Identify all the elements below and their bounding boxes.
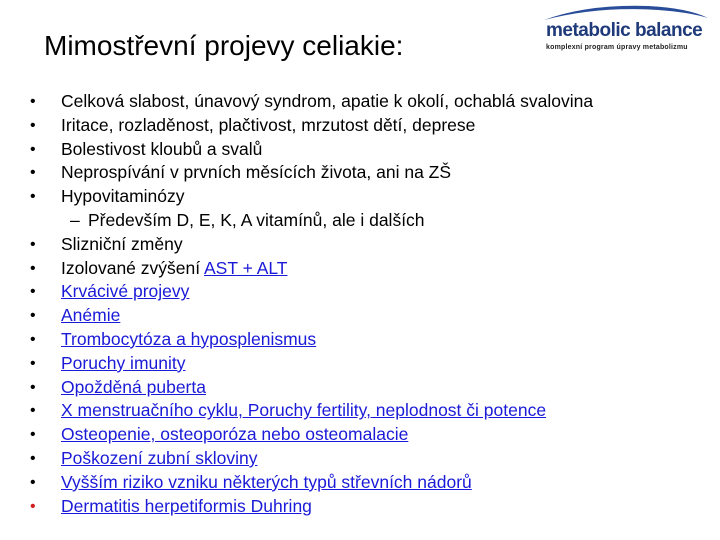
bullet-icon: • bbox=[30, 164, 36, 182]
item-plain-text: Neprospívání v prvních měsících života, ani na ZŠ bbox=[61, 162, 452, 183]
bullet-icon: • bbox=[30, 116, 36, 134]
metabolic-balance-logo bbox=[538, 4, 716, 54]
bullet-icon: • bbox=[30, 140, 36, 158]
bullet-icon: • bbox=[30, 283, 36, 301]
item-text bbox=[61, 376, 206, 400]
bullet-icon: • bbox=[30, 402, 36, 420]
item-link[interactable]: Dermatitis herpetiformis Duhring bbox=[61, 495, 312, 516]
item-link[interactable]: Poškození zubní skloviny bbox=[61, 447, 258, 468]
item-text bbox=[61, 257, 288, 281]
item-text bbox=[61, 161, 451, 185]
item-text bbox=[61, 328, 316, 352]
item-text bbox=[61, 114, 475, 138]
bullet-icon: • bbox=[30, 330, 36, 348]
bullet-icon: • bbox=[30, 93, 36, 110]
logo-subtitle: komplexní program úpravy metabolizmu bbox=[546, 44, 688, 51]
bullet-icon: • bbox=[30, 188, 36, 206]
item-text bbox=[61, 399, 546, 423]
sub-item-text: Především D, E, K, A vitamínů, ale i dalších bbox=[88, 209, 425, 230]
item-link[interactable]: X menstruačního cyklu, Poruchy fertility, neplodnost či potence bbox=[61, 400, 547, 421]
bullet-icon: • bbox=[30, 259, 36, 277]
bullet-icon: • bbox=[30, 378, 36, 396]
item-text bbox=[61, 138, 262, 162]
item-plain-text: Izolované zvýšení bbox=[61, 257, 204, 278]
logo-name-part1: metabolic bbox=[546, 20, 631, 41]
item-text bbox=[61, 304, 120, 328]
item-text bbox=[61, 233, 183, 257]
item-link[interactable]: Anémie bbox=[61, 305, 121, 326]
dash-marker: – bbox=[70, 209, 80, 230]
logo-name bbox=[546, 20, 702, 42]
item-link[interactable]: Trombocytóza a hyposplenismus bbox=[61, 328, 317, 349]
item-text bbox=[61, 185, 185, 209]
item-link[interactable]: Osteopenie, osteoporóza nebo osteomalacie bbox=[61, 424, 409, 445]
item-text bbox=[61, 280, 189, 304]
page-title: Mimostřevní projevy celiakie: bbox=[44, 30, 404, 61]
logo-name-part2: balance bbox=[634, 20, 703, 41]
bullet-icon: • bbox=[30, 449, 36, 467]
bullet-icon: • bbox=[30, 426, 36, 444]
item-plain-text: Bolestivost kloubů a svalů bbox=[61, 138, 263, 159]
item-link[interactable]: Poruchy imunity bbox=[61, 352, 186, 373]
item-text bbox=[61, 471, 472, 495]
item-plain-text: Slizniční změny bbox=[61, 233, 183, 254]
item-text bbox=[61, 352, 186, 376]
item-plain-text: Iritace, rozladěnost, plačtivost, mrzutost dětí, deprese bbox=[61, 114, 476, 135]
bullet-icon: • bbox=[30, 473, 36, 491]
item-plain-text: Hypovitaminózy bbox=[61, 186, 185, 207]
item-plain-text: Celková slabost, únavový syndrom, apatie k okolí, ochablá svalovina bbox=[61, 91, 594, 111]
bullet-icon: • bbox=[30, 497, 36, 515]
bullet-icon: • bbox=[30, 235, 36, 253]
item-link[interactable]: Krvácivé projevy bbox=[61, 281, 190, 302]
bullet-icon: • bbox=[30, 307, 36, 325]
item-text bbox=[61, 90, 593, 114]
item-link[interactable]: AST + ALT bbox=[204, 257, 288, 278]
item-text bbox=[61, 423, 408, 447]
item-text bbox=[61, 495, 312, 519]
bullet-icon: • bbox=[30, 354, 36, 372]
item-link[interactable]: Vyšším riziko vzniku některých typů střevních nádorů bbox=[61, 471, 472, 492]
item-text bbox=[61, 447, 258, 471]
item-link[interactable]: Opožděná puberta bbox=[61, 376, 206, 397]
